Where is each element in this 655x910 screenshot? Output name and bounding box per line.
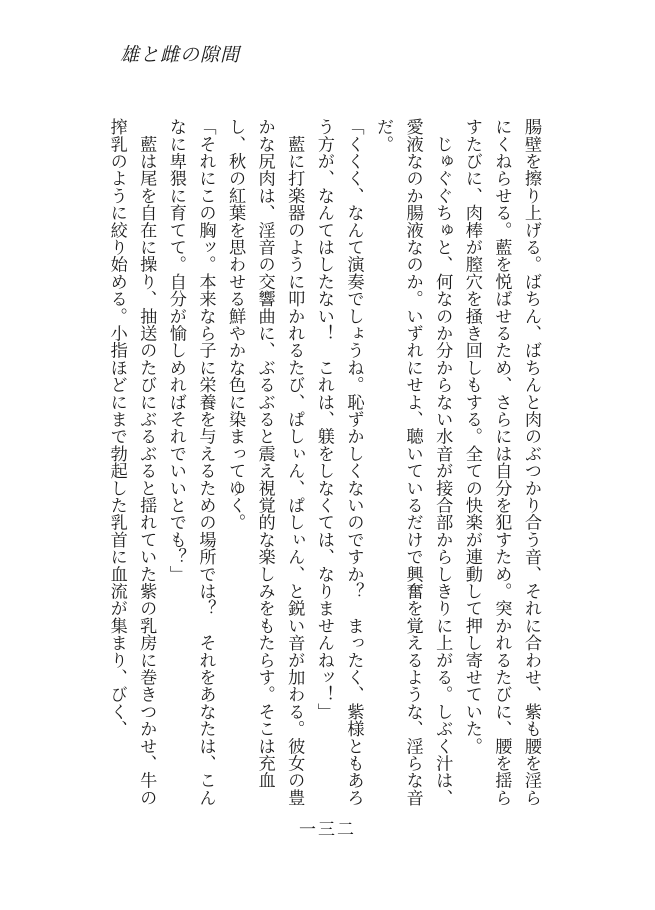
paragraph-3: 「くくく、なんて演奏でしょうね。恥ずかしくないのですか？ まったく、紫様ともあろう方が、なんてはしたない！ これは、躾をしなくては、なりませんねッ！」 [313,118,364,806]
paragraph-5: 「それにこの胸ッ。本来なら子に栄養を与えるための場所では？ それをあなたは、こんなに卑猥に育てて。自分が愉しめればそれでいいとでも？」 [165,118,216,806]
body-text [106,118,545,808]
page-number: 一三二 [299,820,356,840]
running-head-title: 雄と雌の隙間 [120,44,241,66]
paragraph-6: 藍は尾を自在に操り、抽送のたびにぶるぶると揺れていた紫の乳房に巻きつかせ、牛の搾乳のように絞り始める。小指ほどにまで勃起した乳首に血流が集まり、びく、 [106,118,157,806]
paragraph-4: 藍に打楽器のように叩かれるたび、ぱしぃん、ぱしぃん、と鋭い音が加わる。彼女の豊かな尻肉は、淫音の交響曲に、ぶるぶると震え視覚的な楽しみをもたらす。そこは充血し、秋の紅葉を思わせる鮮やかな色に染まってゆく。 [225,118,305,806]
paragraph-2: じゅぐぐちゅと、何なのか分からない水音が接合部からしきりに上がる。しぶく汁は、愛液なのか腸液なのか。いずれにせよ、聴いているだけで興奮を覚えるような、淫らな音だ。 [373,118,453,806]
paragraph-1: 腸壁を擦り上げる。ばちん、ばちんと肉のぶつかり合う音、それに合わせ、紫も腰を淫らにくねらせる。藍を悦ばせるため、さらには自分を犯すため。突かれるたびに、腰を揺らすたびに、肉棒が膣穴を掻き回しもする。全ての快楽が連動して押し寄せていた。 [461,118,541,807]
